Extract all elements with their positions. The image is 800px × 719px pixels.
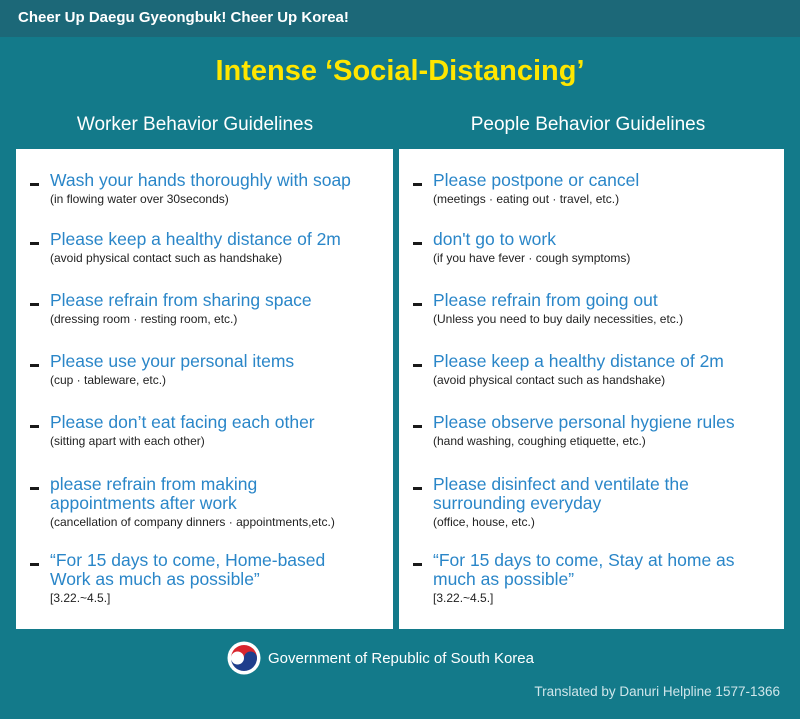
guideline-item xyxy=(30,230,385,266)
dash-bullet-icon xyxy=(413,487,422,490)
dash-bullet-icon xyxy=(413,242,422,245)
people-guidelines-panel xyxy=(399,149,784,629)
guideline-note: (office, house, etc.) xyxy=(433,515,535,529)
dash-bullet-icon xyxy=(30,487,39,490)
banner-text: Cheer Up Daegu Gyeongbuk! Cheer Up Korea! xyxy=(18,9,349,26)
guideline-note: (avoid physical contact such as handshake) xyxy=(50,251,283,265)
guideline-heading: “For 15 days to come, Home-based Work as much as possible” xyxy=(50,550,326,589)
dash-bullet-icon xyxy=(413,183,422,186)
guideline-item xyxy=(413,171,776,207)
guideline-heading: Wash your hands thoroughly with soap xyxy=(50,170,351,190)
guideline-heading: Please refrain from sharing space xyxy=(50,290,312,310)
government-label: Government of Republic of South Korea xyxy=(268,650,534,667)
guideline-note: (if you have fever · cough symptoms) xyxy=(433,251,631,265)
guideline-note: (Unless you need to buy daily necessities, etc.) xyxy=(433,312,684,326)
guideline-heading: Please keep a healthy distance of 2m xyxy=(433,351,724,371)
guideline-heading: Please observe personal hygiene rules xyxy=(433,412,735,432)
guideline-note: [3.22.~4.5.] xyxy=(433,591,494,605)
guideline-heading: don't go to work xyxy=(433,229,556,249)
guideline-note: (sitting apart with each other) xyxy=(50,434,205,448)
dash-bullet-icon xyxy=(413,563,422,566)
guideline-heading: Please keep a healthy distance of 2m xyxy=(50,229,341,249)
guideline-heading: “For 15 days to come, Stay at home as much as possible” xyxy=(433,550,735,589)
people-column-title: People Behavior Guidelines xyxy=(470,114,706,135)
guideline-item xyxy=(30,475,385,530)
guideline-item xyxy=(30,171,385,207)
page-title: Intense ‘Social-Distancing’ xyxy=(215,55,585,87)
dash-bullet-icon xyxy=(30,563,39,566)
guideline-item xyxy=(413,413,776,449)
guideline-note: (dressing room · resting room, etc.) xyxy=(50,312,238,326)
translation-credit: Translated by Danuri Helpline 1577-1366 xyxy=(534,684,780,699)
dash-bullet-icon xyxy=(30,303,39,306)
dash-bullet-icon xyxy=(30,425,39,428)
guideline-item xyxy=(413,352,776,388)
guideline-item xyxy=(30,551,385,606)
guideline-item xyxy=(413,551,776,606)
guideline-item xyxy=(413,230,776,266)
guideline-heading: Please disinfect and ventilate the surrounding everyday xyxy=(433,474,689,513)
guideline-item xyxy=(30,352,385,388)
guideline-note: (avoid physical contact such as handshake) xyxy=(433,373,666,387)
dash-bullet-icon xyxy=(30,242,39,245)
guideline-note: (cup · tableware, etc.) xyxy=(50,373,167,387)
guideline-item xyxy=(413,475,776,530)
dash-bullet-icon xyxy=(30,183,39,186)
taegeuk-emblem-icon xyxy=(227,641,261,675)
dash-bullet-icon xyxy=(413,303,422,306)
guideline-note: (cancellation of company dinners · appointments,etc.) xyxy=(50,515,335,529)
guideline-note: [3.22.~4.5.] xyxy=(50,591,111,605)
dash-bullet-icon xyxy=(30,364,39,367)
guideline-note: (in flowing water over 30seconds) xyxy=(50,192,229,206)
guideline-heading: Please postpone or cancel xyxy=(433,170,640,190)
guideline-item xyxy=(413,291,776,327)
top-banner xyxy=(0,0,800,37)
guideline-item xyxy=(30,413,385,449)
guideline-note: (hand washing, coughing etiquette, etc.) xyxy=(433,434,646,448)
worker-guidelines-panel xyxy=(16,149,393,629)
guideline-heading: Please don’t eat facing each other xyxy=(50,412,315,432)
guideline-item xyxy=(30,291,385,327)
guideline-heading: Please use your personal items xyxy=(50,351,295,371)
guideline-heading: please refrain from making appointments after work xyxy=(50,474,258,513)
dash-bullet-icon xyxy=(413,364,422,367)
dash-bullet-icon xyxy=(413,425,422,428)
guideline-heading: Please refrain from going out xyxy=(433,290,658,310)
worker-column-title: Worker Behavior Guidelines xyxy=(76,114,314,135)
guideline-note: (meetings · eating out · travel, etc.) xyxy=(433,192,620,206)
